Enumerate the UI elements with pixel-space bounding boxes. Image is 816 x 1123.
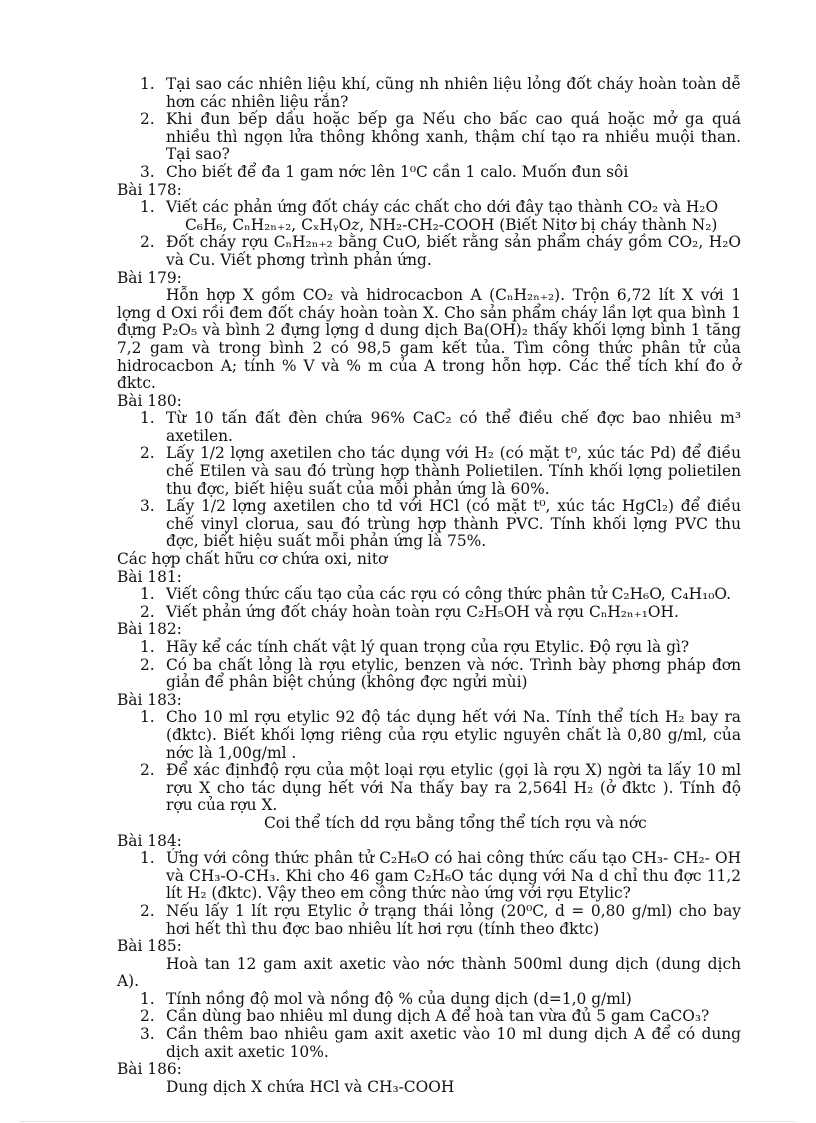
bai-180-list — [117, 410, 741, 551]
item-number: 1. — [140, 638, 155, 656]
bai-182-heading: Bài 182: — [117, 620, 182, 639]
item-number: 3. — [140, 1025, 155, 1044]
note-line: Coi thể tích dd rợu bằng tổng thể tích rợu và nớc — [264, 813, 647, 832]
list-item — [117, 164, 741, 182]
list-item — [117, 639, 741, 657]
item-number: 3. — [140, 162, 155, 181]
bai-180-heading: Bài 180: — [117, 391, 182, 410]
item-text: Để xác địnhđộ rợu của một loại rợu etylic (gọi là rợu X) ngời ta lấy 10 ml rợu X cho tác dụng hết với Na thấy bay ra 2,564l H₂ (ở đktc ). Tính độ rợu của rợu X. — [166, 761, 741, 815]
bai-181-heading: Bài 181: — [117, 567, 182, 586]
item-number: 1. — [140, 585, 155, 604]
list-item — [117, 199, 741, 217]
item-text: Cho biết để đa 1 gam nớc lên 1⁰C cần 1 calo. Muốn đun sôi — [166, 162, 629, 181]
item-text: Cho 10 ml rợu etylic 92 độ tác dụng hết với Na. Tính thể tích H₂ bay ra (đktc). Biết khối lợng riêng của rợu etylic nguyên chất là 0,80 g/ml, của nớc là 1,00g/ml . — [166, 708, 741, 762]
item-number: 1. — [140, 75, 155, 93]
item-text: Cần dùng bao nhiêu ml dung dịch A để hoà tan vừa đủ 5 gam CaCO₃? — [166, 1007, 710, 1026]
item-number: 1. — [140, 198, 155, 217]
item-text: Tại sao các nhiên liệu khí, cũng nh nhiên liệu lỏng đốt cháy hoàn toàn dễ hơn các nhiên liệu rắn? — [166, 75, 741, 111]
page-bottom-divider — [20, 1121, 796, 1122]
bai-184-list — [117, 850, 741, 938]
bai-186-line: Dung dịch X chứa HCl và CH₃-COOH — [166, 1077, 455, 1096]
item-text: Nếu lấy 1 lít rợu Etylic ở trạng thái lỏng (20⁰C, d = 0,80 g/ml) cho bay hơi hết thì thu đợc bao nhiêu lít hơi rợu (tính theo đktc) — [166, 901, 741, 938]
item-number: 1. — [140, 409, 155, 428]
bai-179-paragraph: Hỗn hợp X gồm CO₂ và hidrocacbon A (CₙH₂ₙ₊₂). Trộn 6,72 lít X với 1 lợng d Oxi rồi đem đốt cháy hoàn toàn X. Cho sản phẩm cháy lần lợt qua bình 1 đựng P₂O₅ và bình 2 đựng lợng d dung dịch Ba(OH)₂ thấy khối lợng bình 1 tăng 7,2 gam và trong bình 2 có 98,5 gam kết tủa. Tìm công thức phân tử của hidrocacbon A; tính % V và % m của A trong hỗn hợp. Các thể tích khí đo ở đktc. — [117, 286, 741, 393]
item-number: 2. — [140, 1007, 155, 1026]
item-number: 2. — [140, 761, 155, 780]
list-item — [117, 657, 741, 692]
list-item — [117, 991, 741, 1009]
bai-185-heading: Bài 185: — [117, 937, 182, 956]
item-text: Có ba chất lỏng là rợu etylic, benzen và nớc. Trình bày phơng pháp đơn giản để phân biệt chúng (không đợc ngửi mùi) — [166, 655, 741, 692]
item-text: Lấy 1/2 lợng axetilen cho tác dụng với H₂ (có mặt t⁰, xúc tác Pd) để điều chế Etilen và sau đó trùng hợp thành Polietilen. Tính khối lợng polietilen thu đợc, biết hiệu suất của mỗi phản ứng là 60%. — [166, 444, 741, 498]
list-item — [117, 903, 741, 938]
list-item — [117, 709, 741, 762]
item-number: 2. — [140, 901, 155, 920]
item-number: 1. — [140, 708, 155, 727]
item-text: Tính nồng độ mol và nồng độ % của dung dịch (d=1,0 g/ml) — [166, 989, 632, 1008]
list-item — [117, 445, 741, 498]
list-item — [117, 762, 741, 815]
item-text: Viết các phản ứng đốt cháy các chất cho dới đây tạo thành CO₂ và H₂O — [166, 198, 719, 217]
bai-178-heading: Bài 178: — [117, 180, 182, 199]
list-item — [117, 850, 741, 903]
item-text: Hãy kể các tính chất vật lý quan trọng của rợu Etylic. Độ rợu là gì? — [166, 638, 690, 656]
item-number: 2. — [140, 110, 155, 129]
bai-183-list — [117, 709, 741, 815]
bai-185-list — [117, 991, 741, 1061]
list-item — [117, 604, 741, 622]
section-heading: Các hợp chất hữu cơ chứa oxi, nitơ — [117, 550, 388, 569]
item-number: 2. — [140, 444, 155, 463]
bai-183-heading: Bài 183: — [117, 690, 182, 709]
list-item — [117, 76, 741, 111]
bai-177-list — [117, 76, 741, 182]
bai-178-list — [117, 199, 741, 269]
bai-179-heading: Bài 179: — [117, 268, 182, 287]
item-number: 1. — [140, 849, 155, 868]
item-text: Lấy 1/2 lợng axetilen cho td với HCl (có mặt t⁰, xúc tác HgCl₂) để điều chế vinyl clorua, sau đó trùng hợp thành PVC. Tính khối lợng PVC thu đợc, biết hiệu suất mỗi phản ứng là 75%. — [166, 497, 741, 551]
list-item — [117, 410, 741, 445]
item-number: 2. — [140, 655, 155, 674]
item-number: 2. — [140, 233, 155, 252]
item-number: 1. — [140, 989, 155, 1008]
item-text: Từ 10 tấn đất đèn chứa 96% CaC₂ có thể điều chế đợc bao nhiêu m³ axetilen. — [166, 409, 741, 445]
list-item — [117, 586, 741, 604]
item-text: Viết phản ứng đốt cháy hoàn toàn rợu C₂H₅OH và rợu CₙH₂ₙ₊₁OH. — [166, 602, 679, 621]
bai-181-list — [117, 586, 741, 621]
item-text: Cần thêm bao nhiêu gam axit axetic vào 10 ml dung dịch A để có dung dịch axit axetic 10%. — [166, 1025, 741, 1061]
item-text: Viết công thức cấu tạo của các rợu có công thức phân tử C₂H₆O, C₄H₁₀O. — [166, 585, 732, 604]
item-text: Ứng với công thức phân tử C₂H₆O có hai công thức cấu tạo CH₃- CH₂- OH và CH₃-O-CH₃. Khi cho 46 gam C₂H₆O tác dụng với Na d chỉ thu đợc 11,2 lít H₂ (đktc). Vậy theo em công thức nào ứng với rợu Etylic? — [166, 849, 741, 903]
bai-182-list — [117, 639, 741, 692]
item-number: 3. — [140, 497, 155, 516]
list-item — [117, 1008, 741, 1026]
list-item — [117, 1026, 741, 1061]
list-item — [117, 498, 741, 551]
document-body — [117, 76, 741, 1096]
list-item — [117, 111, 741, 164]
item-text: Đốt cháy rợu CₙH₂ₙ₊₂ bằng CuO, biết rằng sản phẩm cháy gồm CO₂, H₂O và Cu. Viết phơng trình phản ứng. — [166, 233, 741, 269]
list-item — [117, 234, 741, 269]
bai-184-heading: Bài 184: — [117, 831, 182, 850]
formula-line: C₆H₆, CₙH₂ₙ₊₂, CₓHᵧO𝑧, NH₂-CH₂-COOH (Biết Nitơ bị cháy thành N₂) — [185, 215, 718, 234]
bai-185-paragraph: Hoà tan 12 gam axit axetic vào nớc thành 500ml dung dịch (dung dịch A). — [117, 954, 741, 991]
item-number: 2. — [140, 602, 155, 621]
bai-186-heading: Bài 186: — [117, 1060, 182, 1079]
item-text: Khi đun bếp dầu hoặc bếp ga Nếu cho bấc cao quá hoặc mở ga quá nhiều thì ngọn lửa thông không xanh, thậm chí tạo ra nhiều muội than. Tại sao? — [166, 110, 741, 164]
